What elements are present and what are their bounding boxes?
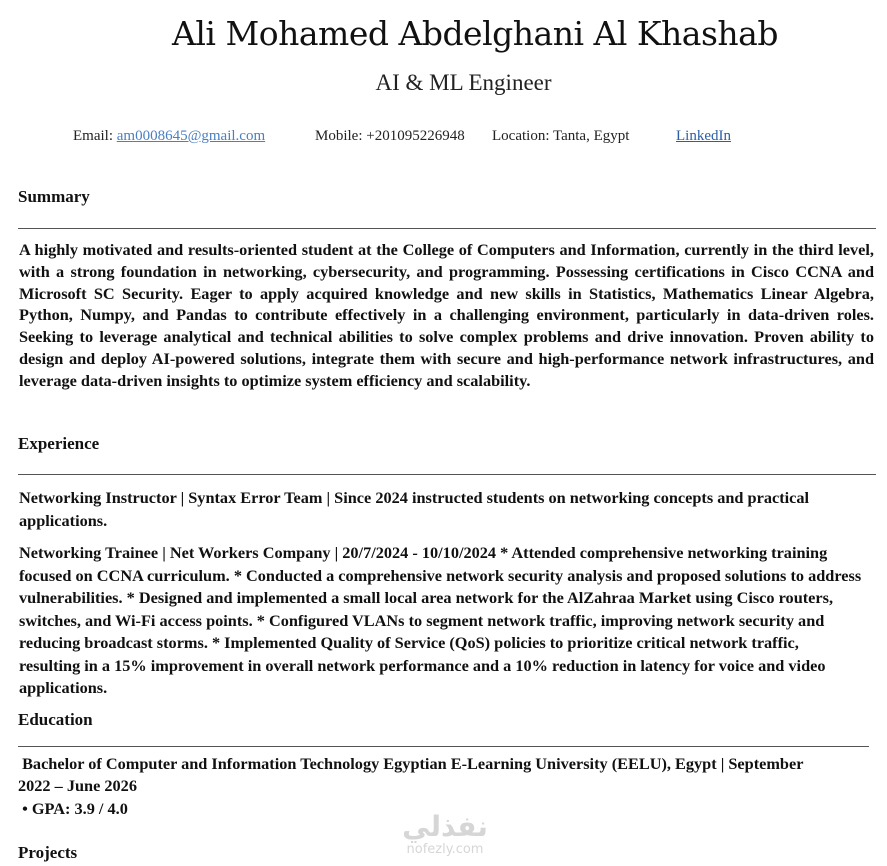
watermark xyxy=(385,812,505,858)
education-gpa: • GPA: 3.9 / 4.0 xyxy=(18,799,128,818)
projects-heading: Projects xyxy=(18,843,78,862)
experience-heading: Experience xyxy=(18,434,100,453)
email-label: Email: xyxy=(73,128,113,144)
experience-item: Networking Instructor | Syntax Error Team | Since 2024 instructed students on networking concepts and practical applications. xyxy=(19,488,810,530)
email-link[interactable]: am0008645@gmail.com xyxy=(116,128,266,144)
linkedin-link[interactable]: LinkedIn xyxy=(676,128,731,144)
watermark-site: nofezly.com xyxy=(406,842,484,857)
experience-divider xyxy=(18,474,876,475)
experience-item: Networking Trainee | Net Workers Company | 20/7/2024 - 10/10/2024 * Attended comprehensive networking training focused on CCNA curriculum. * Conducted a comprehensive network security analysis and proposed solutions to address vulnerabilities. * Designed and implemented a small local area network for the AlZahraa Market using Cisco routers, switches, and Wi-Fi access points. * Configured VLANs to segment network traffic, improving network security and reducing broadcast storms. * Implemented Quality of Service (QoS) policies to prioritize critical network traffic, resulting in a 15% improvement in overall network performance and a 10% reduction in latency for voice and video applications. xyxy=(19,543,862,697)
candidate-name: Ali Mohamed Abdelghani Al Khashab xyxy=(172,14,778,53)
education-divider xyxy=(18,746,869,747)
mobile-label: Mobile: xyxy=(315,128,363,144)
location-value: Tanta, Egypt xyxy=(552,128,630,144)
mobile-contact xyxy=(315,128,465,145)
watermark-arabic-logo: نفذلي xyxy=(402,810,488,843)
summary-heading: Summary xyxy=(18,187,90,206)
summary-text: A highly motivated and results-oriented student at the College of Computers and Information, currently in the third level, with a strong foundation in networking, cybersecurity, and programming. Possessing certifications in Cisco CCNA and Microsoft SC Security. Eager to apply acquired knowledge and new skills in Statistics, Mathematics Linear Algebra, Python, Numpy, and Pandas to contribute effectively in a challenging environment, particularly in data-driven roles. Seeking to leverage analytical and technical abilities to solve complex problems and drive innovation. Proven ability to design and deploy AI-powered solutions, integrate them with secure and high-performance network infrastructures, and leverage data-driven insights to optimize system efficiency and scalability. xyxy=(19,240,874,390)
email-contact xyxy=(73,128,265,145)
summary-divider xyxy=(18,228,876,229)
mobile-value: +201095226948 xyxy=(366,128,465,144)
location-label: Location: xyxy=(492,128,550,144)
job-title: AI & ML Engineer xyxy=(375,70,552,95)
linkedin-contact xyxy=(676,128,731,145)
education-degree: Bachelor of Computer and Information Technology Egyptian E-Learning University (EELU), Egypt | September 2022 – June 2026 xyxy=(18,754,804,795)
location-contact xyxy=(492,128,629,145)
education-heading: Education xyxy=(18,710,93,729)
